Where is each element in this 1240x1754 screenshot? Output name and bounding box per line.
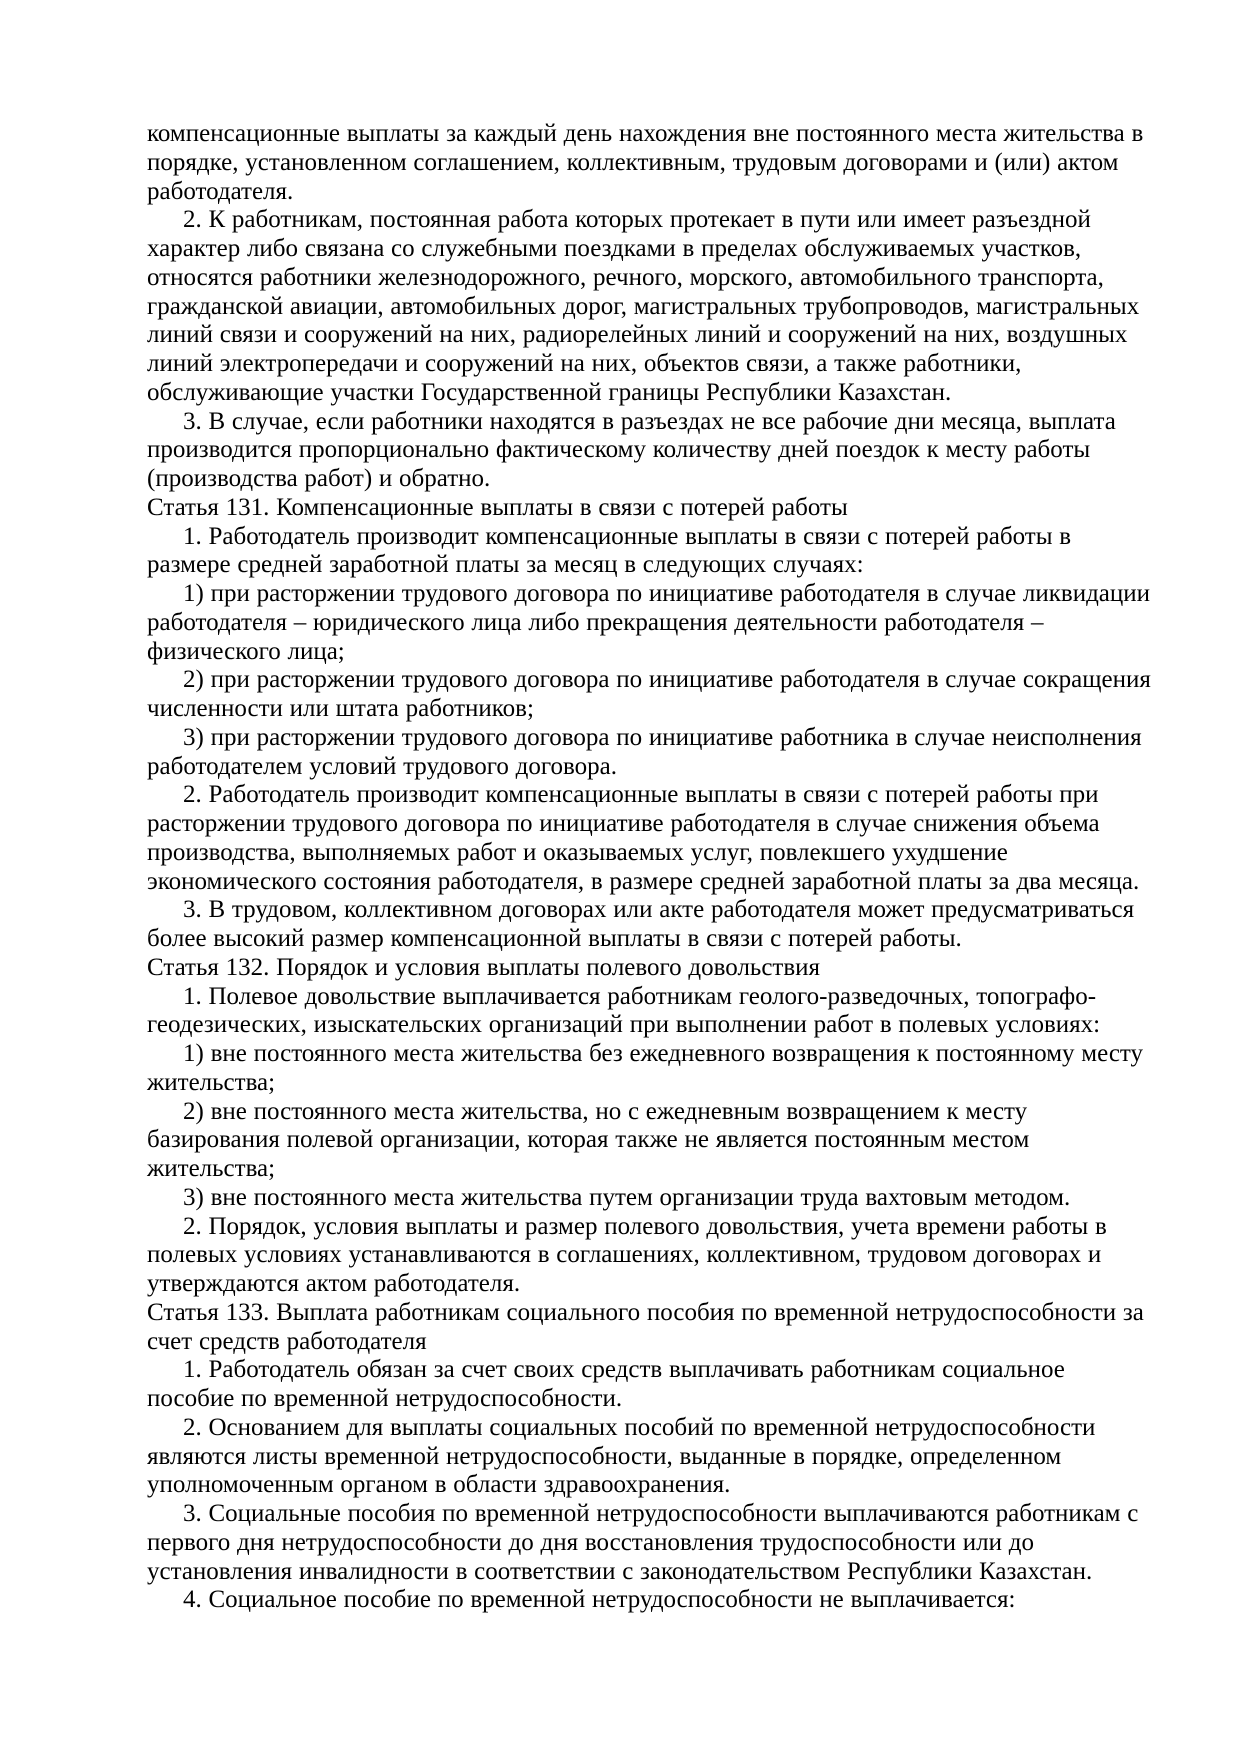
paragraph: 1. Полевое довольствие выплачивается работникам геолого-разведочных, топографо-геодезических, изыскательских организаций при выполнении работ в полевых условиях:	[147, 982, 1101, 1039]
paragraph: 2) вне постоянного места жительства, но с ежедневным возвращением к месту базирования полевой организации, которая также не является постоянным местом жительства;	[147, 1097, 1030, 1182]
paragraph: 2) при расторжении трудового договора по инициативе работодателя в случае сокращения численности или штата работников;	[147, 666, 1151, 722]
paragraph: 1) вне постоянного места жительства без ежедневного возвращения к постоянному месту жительства;	[147, 1040, 1144, 1096]
paragraph: 2. Основанием для выплаты социальных пособий по временной нетрудоспособности являются листы временной нетрудоспособности, выданные в порядке, определенном уполномоченным органом в области здравоохранения.	[147, 1413, 1096, 1499]
paragraph: 1. Работодатель обязан за счет своих средств выплачивать работникам социальное пособие по временной нетрудоспособности.	[147, 1356, 1065, 1412]
paragraph: 2. К работникам, постоянная работа которых протекает в пути или имеет разъездной характер либо связана со служебными поездками в пределах обслуживаемых участков, относятся работники железнодорожного, речного, морского, автомобильного транспорта, гражданской авиации, автомобильных дорог, магистральных трубопроводов, магистральных линий связи и сооружений на них, радиорелейных линий и сооружений на них, воздушных линий электропередачи и сооружений на них, объектов связи, а также работники, обслуживающие участки Государственной границы Республики Казахстан.	[147, 206, 1140, 406]
paragraph: 2. Работодатель производит компенсационные выплаты в связи с потерей работы при расторжении трудового договора по инициативе работодателя в случае снижения объема производства, выполняемых работ и оказываемых услуг, повлекшего ухудшение экономического состояния работодателя, в размере средней заработной платы за два месяца.	[147, 781, 1140, 895]
paragraph: 1. Работодатель производит компенсационные выплаты в связи с потерей работы в размере средней заработной платы за месяц в следующих случаях:	[147, 522, 1072, 579]
paragraph: Статья 131. Компенсационные выплаты в связи с потерей работы	[147, 493, 848, 521]
paragraph: Статья 132. Порядок и условия выплаты полевого довольствия	[147, 953, 821, 981]
paragraph: 2. Порядок, условия выплаты и размер полевого довольствия, учета времени работы в полевых условиях устанавливаются в соглашениях, коллективном, трудовом договорах и утверждаются актом работодателя.	[147, 1212, 1107, 1297]
paragraph: 1) при расторжении трудового договора по инициативе работодателя в случае ликвидации работодателя – юридического лица либо прекращения деятельности работодателя – физического лица;	[147, 580, 1151, 665]
paragraph: 4. Социальное пособие по временной нетрудоспособности не выплачивается:	[183, 1586, 1016, 1614]
paragraph: 3. В случае, если работники находятся в разъездах не все рабочие дни месяца, выплата производится пропорционально фактическому количеству дней поездок к месту работы (производства работ) и обратно.	[147, 407, 1116, 492]
paragraph: 3) вне постоянного места жительства путем организации труда вахтовым методом.	[183, 1183, 1071, 1211]
paragraph: компенсационные выплаты за каждый день нахождения вне постоянного места жительства в порядке, установленном соглашением, коллективным, трудовым договорами и (или) актом работодателя.	[147, 120, 1144, 205]
paragraph: 3. Социальные пособия по временной нетрудоспособности выплачиваются работникам с первого дня нетрудоспособности до дня восстановления трудоспособности или до установления инвалидности в соответствии с законодательством Республики Казахстан.	[147, 1500, 1139, 1585]
paragraph: 3) при расторжении трудового договора по инициативе работника в случае неисполнения работодателем условий трудового договора.	[147, 723, 1142, 780]
document-text	[147, 120, 1157, 1615]
paragraph: 3. В трудовом, коллективном договорах или акте работодателя может предусматриваться более высокий размер компенсационной выплаты в связи с потерей работы.	[147, 896, 1135, 952]
paragraph: Статья 133. Выплата работникам социального пособия по временной нетрудоспособности за счет средств работодателя	[147, 1298, 1144, 1355]
